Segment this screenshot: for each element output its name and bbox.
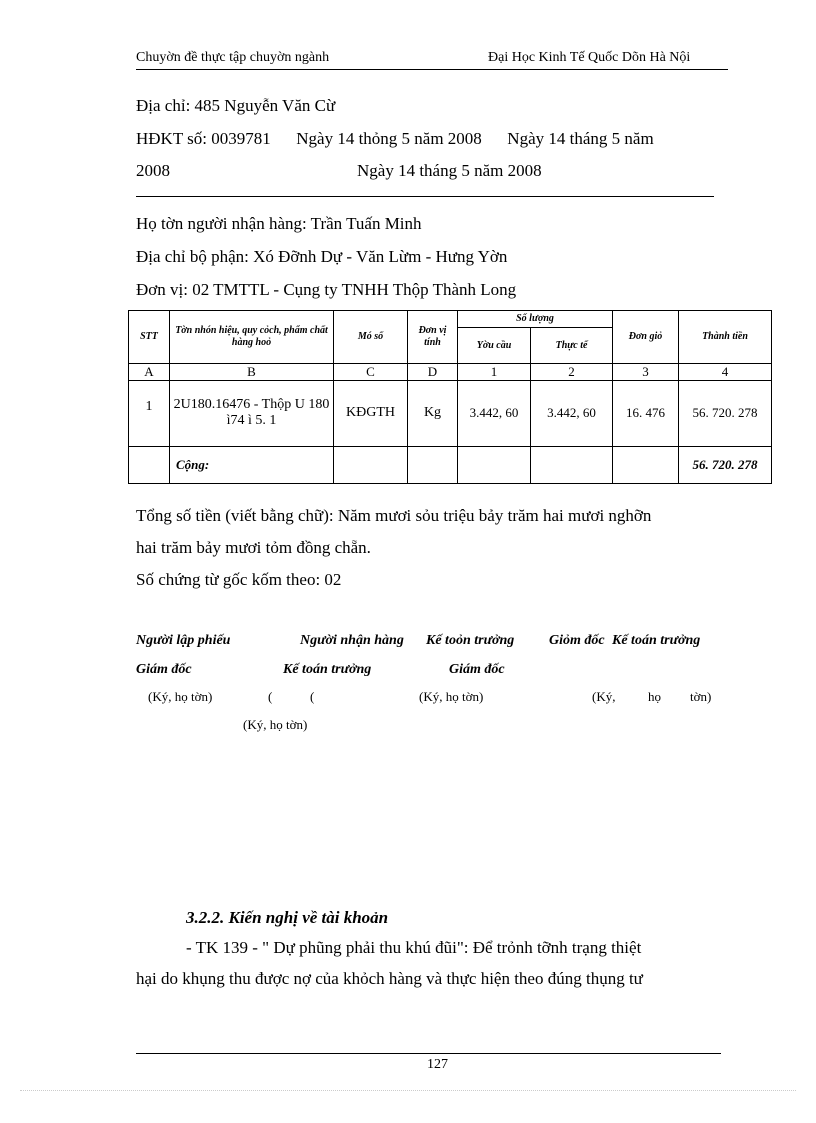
total-empty bbox=[408, 446, 458, 483]
page-bottom-edge bbox=[20, 1090, 796, 1091]
section-title: 3.2.2. Kiến nghị về tài khoản bbox=[186, 908, 389, 927]
sig-director: Giỏm đốc bbox=[549, 633, 605, 648]
sig-director-3: Giám đốc bbox=[449, 662, 505, 677]
header-req: Yờu cầu bbox=[458, 328, 531, 364]
header-price: Đơn giỏ bbox=[613, 311, 679, 364]
sign-note-c2: họ bbox=[648, 689, 661, 704]
letter-cell: A bbox=[129, 364, 170, 381]
unit-line: Đơn vị: 02 TMTTL - Cụng ty TNHH Thộp Thành Long bbox=[136, 280, 517, 299]
total-empty bbox=[334, 446, 408, 483]
letter-cell: 2 bbox=[531, 364, 613, 381]
header-amount: Thành tiền bbox=[679, 311, 772, 364]
total-label: Cộng: bbox=[170, 446, 334, 483]
letter-cell: 4 bbox=[679, 364, 772, 381]
header-actual: Thực tế bbox=[531, 328, 613, 364]
header-unit: Đơn vị tính bbox=[408, 311, 458, 364]
sign-note-a: (Ký, họ tờn) bbox=[148, 689, 213, 704]
amount-in-words-2: hai trăm bảy mươi tỏm đồng chẵn. bbox=[136, 538, 371, 557]
sign-note-b: (Ký, họ tờn) bbox=[419, 689, 484, 704]
receipt-table bbox=[128, 310, 772, 484]
header-name: Tờn nhón hiệu, quy cỏch, phẩm chất hàng hoỏ bbox=[170, 311, 334, 364]
total-empty bbox=[613, 446, 679, 483]
paren-1: ( bbox=[268, 689, 273, 704]
receiver-line: Họ tờn người nhận hàng: Trần Tuấn Minh bbox=[136, 214, 422, 233]
date-center: Ngày 14 tháng 5 năm 2008 bbox=[357, 161, 542, 180]
contract-line: HĐKT số: 0039781 Ngày 14 thỏng 5 năm 2008 Ngày 14 tháng 5 năm bbox=[136, 129, 654, 148]
year-line: 2008 bbox=[136, 161, 170, 180]
attached-docs: Số chứng từ gốc kốm theo: 02 bbox=[136, 570, 342, 589]
row-stt: 1 bbox=[129, 380, 170, 446]
amount-in-words-1: Tổng số tiền (viết bằng chữ): Năm mươi sỏu triệu bảy trăm hai mươi nghỡn bbox=[136, 506, 652, 525]
footer-rule bbox=[136, 1053, 721, 1054]
row-req: 3.442, 60 bbox=[458, 380, 531, 446]
dept-address-line: Địa chỉ bộ phận: Xó Đỡnh Dự - Văn Lừm - Hưng Yờn bbox=[136, 247, 508, 266]
sig-director-2: Giám đốc bbox=[136, 662, 192, 677]
header-right: Đại Học Kinh Tế Quốc Dõn Hà Nội bbox=[488, 50, 691, 65]
header-rule bbox=[136, 69, 728, 70]
sign-note-d: (Ký, họ tờn) bbox=[243, 717, 308, 732]
info-rule bbox=[136, 196, 714, 197]
header-qty: Số lượng bbox=[458, 311, 613, 328]
letter-cell: C bbox=[334, 364, 408, 381]
row-name: 2U180.16476 - Thộp U 180 ì74 ì 5. 1 bbox=[170, 380, 334, 446]
total-empty bbox=[531, 446, 613, 483]
row-unit: Kg bbox=[408, 380, 458, 446]
row-code: KĐGTH bbox=[334, 380, 408, 446]
sign-note-c3: tờn) bbox=[690, 689, 712, 704]
section-para-1: - TK 139 - " Dự phũng phải thu khú đũi": Để trỏnh tỡnh trạng thiệt bbox=[186, 938, 642, 957]
sig-chief-accountant-3: Kế toán trưởng bbox=[283, 662, 372, 677]
table-row bbox=[129, 380, 772, 446]
row-amount: 56. 720. 278 bbox=[679, 380, 772, 446]
header-stt: STT bbox=[129, 311, 170, 364]
sig-chief-accountant-2: Kế toán trưởng bbox=[612, 633, 701, 648]
section-para-2: hại do khụng thu được nợ của khỏch hàng và thực hiện theo đúng thụng tư bbox=[136, 969, 643, 988]
header-code: Mó số bbox=[334, 311, 408, 364]
sign-note-c1: (Ký, bbox=[592, 689, 616, 704]
letter-cell: D bbox=[408, 364, 458, 381]
sig-chief-accountant: Kế toỏn trưởng bbox=[426, 633, 515, 648]
letter-cell: B bbox=[170, 364, 334, 381]
letter-cell: 3 bbox=[613, 364, 679, 381]
total-row bbox=[129, 446, 772, 483]
paren-2: ( bbox=[310, 689, 315, 704]
address-line: Địa chỉ: 485 Nguyễn Văn Cừ bbox=[136, 96, 336, 115]
letter-cell: 1 bbox=[458, 364, 531, 381]
sig-receiver: Người nhận hàng bbox=[300, 633, 404, 648]
header-left: Chuyờn đề thực tập chuyờn ngành bbox=[136, 50, 330, 65]
row-actual: 3.442, 60 bbox=[531, 380, 613, 446]
total-empty bbox=[129, 446, 170, 483]
total-empty bbox=[458, 446, 531, 483]
total-amount: 56. 720. 278 bbox=[679, 446, 772, 483]
page-number: 127 bbox=[427, 1057, 448, 1072]
sig-preparer: Người lập phiếu bbox=[136, 633, 231, 648]
letter-row bbox=[129, 364, 772, 381]
row-price: 16. 476 bbox=[613, 380, 679, 446]
